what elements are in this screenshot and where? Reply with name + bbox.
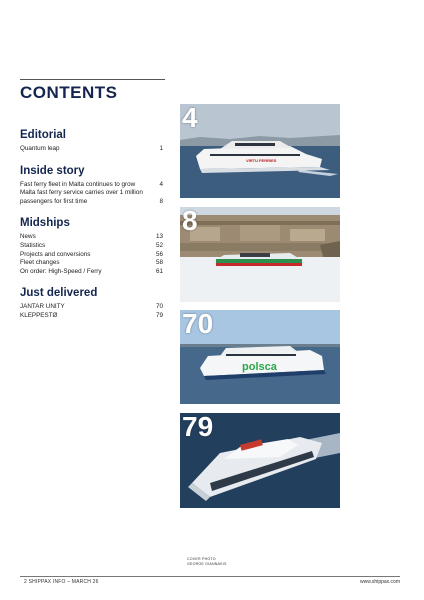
entry-page: 8: [159, 197, 163, 205]
table-of-contents: [20, 128, 163, 331]
cover-credit-line: COVER PHOTO: [187, 557, 216, 561]
entry-page: 79: [155, 311, 163, 319]
entry-page: 13: [155, 233, 163, 241]
photo-ferry-page-70[interactable]: [180, 310, 340, 404]
entry-page: 61: [155, 267, 163, 275]
ferry-illustration: [180, 104, 340, 198]
toc-entry[interactable]: [20, 303, 163, 312]
section-editorial: [20, 128, 163, 154]
ship-name-text: polsca: [242, 361, 277, 373]
entry-title: Statistics: [20, 241, 46, 249]
photo-ferry-page-79[interactable]: [180, 413, 340, 508]
entry-title: Projects and conversions: [20, 250, 91, 258]
entry-page: 70: [155, 303, 163, 311]
photo-page-number: 79: [182, 413, 214, 442]
entry-page: 1: [159, 145, 163, 152]
top-rule: [20, 79, 165, 80]
section-heading: Editorial: [20, 129, 67, 141]
footer-page-info: 2 SHIPPAX INFO – MARCH 26: [24, 579, 99, 585]
toc-entry[interactable]: [20, 145, 163, 154]
entry-title: Fast ferry fleet in Malta continues to grow: [20, 180, 136, 188]
toc-entry[interactable]: [20, 259, 163, 268]
toc-entry[interactable]: [20, 181, 163, 190]
entry-title: JANTAR UNITY: [20, 303, 65, 311]
entry-page: 52: [155, 241, 163, 249]
cover-credit-line: GEORGE GIANNAKIS: [187, 562, 227, 566]
entry-page: 56: [155, 250, 163, 258]
photo-ferry-page-4[interactable]: [180, 104, 340, 198]
section-heading: Midships: [20, 217, 70, 230]
entry-title: News: [20, 233, 36, 241]
harbour-illustration: [180, 207, 340, 302]
section-just-delivered: [20, 286, 163, 320]
entry-title: Quantum leap: [20, 145, 60, 152]
entry-title: Fleet changes: [20, 259, 60, 267]
entry-title: KLEPPESTØ: [20, 311, 58, 319]
footer-rule: [20, 576, 400, 577]
toc-entry[interactable]: [20, 312, 163, 321]
toc-entry[interactable]: [20, 242, 163, 251]
toc-entry[interactable]: [20, 251, 163, 260]
entry-page: 58: [155, 259, 163, 267]
ship-name-text: VIRTU FERRIES: [246, 158, 277, 163]
page-title: CONTENTS: [20, 83, 118, 102]
photo-page-number: 4: [182, 104, 198, 133]
photo-page-number: 8: [182, 207, 198, 236]
section-heading: Just delivered: [20, 287, 98, 300]
entry-page: 4: [159, 180, 163, 188]
section-midships: [20, 216, 163, 276]
section-inside-story: [20, 164, 163, 207]
toc-entry[interactable]: [20, 268, 163, 277]
footer-website-link[interactable]: www.shippax.com: [359, 579, 400, 585]
toc-entry[interactable]: [20, 189, 163, 206]
section-heading: Inside story: [20, 164, 85, 177]
entry-title: Malta fast ferry service carries over 1 million passengers for first time: [20, 189, 143, 205]
entry-title: On order: High-Speed / Ferry: [20, 267, 102, 275]
toc-entry[interactable]: [20, 233, 163, 242]
photo-page-number: 70: [182, 310, 214, 339]
photo-harbour-page-8[interactable]: [180, 207, 340, 302]
cover-photo-credit: [187, 557, 227, 567]
